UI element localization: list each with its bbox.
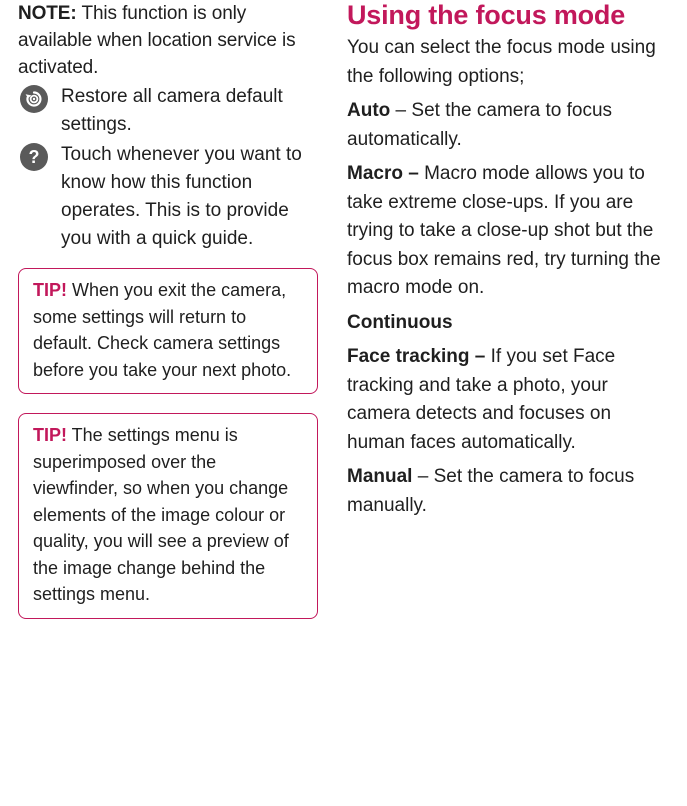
option-description: If you set Face tracking and take a photo, your camera detects and focuses on human faces automatically.: [347, 346, 616, 453]
option-term: Continuous: [347, 311, 453, 333]
section-heading: Using the focus mode: [347, 0, 626, 30]
option-separator: –: [390, 100, 412, 121]
option-term: Macro: [347, 163, 403, 184]
restore-item-text: Restore all camera default settings.: [61, 86, 283, 135]
right-column: [347, 0, 667, 526]
option-continuous: [347, 309, 667, 338]
tip-text: When you exit the camera, some settings will return to default. Check camera settings before you take your next photo.: [33, 280, 292, 380]
intro-text: You can select the focus mode using the following options;: [347, 37, 656, 87]
tip-text: The settings menu is superimposed over the viewfinder, so when you change elements of the image colour or quality, you will see a preview of the image change behind the settings menu.: [33, 425, 289, 604]
note-label: NOTE:: [18, 3, 77, 24]
note-text: This function is only available when location service is activated.: [18, 3, 296, 78]
option-description: Set the camera to focus automatically.: [347, 100, 613, 150]
option-manual: [347, 463, 667, 520]
restore-settings-icon: [20, 85, 48, 113]
option-separator: –: [402, 163, 425, 184]
tip-box-default-settings: [18, 268, 318, 394]
option-macro: [347, 160, 667, 303]
option-description: Set the camera to focus manually.: [347, 466, 635, 516]
option-separator: –: [469, 346, 491, 367]
location-note: [18, 0, 318, 81]
option-separator: –: [412, 466, 434, 487]
restore-item: [18, 83, 318, 139]
tip-label: TIP!: [33, 425, 67, 445]
left-column: [18, 0, 318, 619]
option-term: Auto: [347, 100, 391, 121]
help-item-text: Touch whenever you want to know how this function operates. This is to provide you with a quick guide.: [61, 144, 302, 249]
help-question-icon: ?: [20, 143, 48, 171]
tip-box-settings-menu: [18, 413, 318, 619]
help-item: [18, 141, 318, 253]
option-auto: [347, 97, 667, 154]
tip-label: TIP!: [33, 280, 67, 300]
option-term: Manual: [347, 466, 413, 487]
option-description: Macro mode allows you to take extreme close-ups. If you are trying to take a close-up shot but the focus box remains red, try turning the macro mode on.: [347, 163, 661, 298]
option-term: Face tracking: [347, 346, 470, 367]
option-face-tracking: [347, 343, 667, 457]
